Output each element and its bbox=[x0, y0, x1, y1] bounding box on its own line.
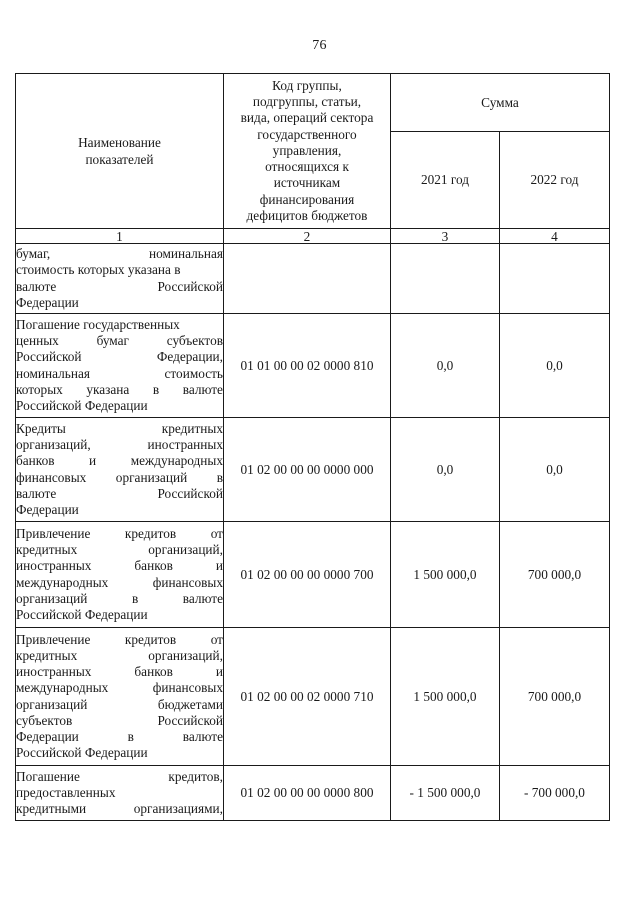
amount-2022-cell: - 700 000,0 bbox=[500, 766, 610, 821]
classification-code-cell: 01 02 00 00 02 0000 710 bbox=[224, 628, 391, 766]
header-classification-code-line: финансирования bbox=[259, 191, 355, 207]
page-number: 76 bbox=[312, 38, 327, 53]
amount-2022-cell bbox=[500, 244, 610, 314]
amount-2022-cell: 0,0 bbox=[500, 418, 610, 522]
indicator-name-word: международных bbox=[16, 574, 109, 590]
indicator-name-word: от bbox=[210, 632, 223, 648]
indicator-name-word: кредитных bbox=[161, 421, 223, 437]
indicator-name-word: указана bbox=[86, 381, 130, 397]
amount-2021-cell bbox=[391, 244, 500, 314]
indicator-name-line bbox=[16, 591, 223, 607]
indicator-name-word: в bbox=[131, 590, 139, 606]
indicator-name-line bbox=[16, 279, 223, 295]
indicator-name-word: банков bbox=[134, 558, 173, 574]
indicator-name-word: стоимость которых указана в bbox=[16, 262, 181, 278]
indicator-name-cell bbox=[16, 522, 224, 628]
indicator-name-line bbox=[16, 398, 223, 414]
amount-2021-cell: 1 500 000,0 bbox=[391, 628, 500, 766]
indicator-name-word: валюте bbox=[16, 278, 57, 294]
header-year-2022: 2022 год bbox=[500, 132, 610, 229]
indicator-name-word: Российской bbox=[16, 349, 82, 365]
indicator-name-word: финансовых bbox=[152, 574, 223, 590]
amount-2022-cell: 700 000,0 bbox=[500, 522, 610, 628]
header-classification-code bbox=[224, 74, 391, 229]
indicator-name-word: организациями, bbox=[133, 801, 223, 817]
indicator-name-word: Погашение bbox=[16, 768, 80, 784]
amount-2021-cell: 0,0 bbox=[391, 314, 500, 418]
indicator-name-line bbox=[16, 470, 223, 486]
indicator-name-word: стоимость bbox=[164, 365, 223, 381]
indicator-name-word: Федерации bbox=[16, 501, 79, 517]
amount-2021-cell: 0,0 bbox=[391, 418, 500, 522]
header-classification-code-line: дефицитов бюджетов bbox=[246, 207, 368, 223]
indicator-name-line bbox=[16, 558, 223, 574]
indicator-name-line bbox=[16, 453, 223, 469]
indicator-name-word: иностранных bbox=[16, 558, 92, 574]
indicator-name-line bbox=[16, 349, 223, 365]
column-number-1: 1 bbox=[16, 229, 224, 244]
indicator-name-word: в bbox=[127, 728, 134, 744]
indicator-name-word: от bbox=[210, 526, 223, 542]
header-classification-code-line: подгруппы, статьи, bbox=[252, 94, 362, 110]
indicator-name-word: финансовых bbox=[152, 680, 223, 696]
indicator-name-line bbox=[16, 713, 223, 729]
indicator-name-word: банков bbox=[134, 664, 173, 680]
indicator-name-line bbox=[16, 421, 223, 437]
header-classification-code-line: относящихся к bbox=[265, 159, 349, 175]
indicator-name-word: финансовых bbox=[16, 469, 87, 485]
header-sum: Сумма bbox=[391, 74, 610, 132]
indicator-name-line bbox=[16, 295, 223, 311]
indicator-name-line bbox=[16, 262, 223, 278]
indicator-name-cell bbox=[16, 418, 224, 522]
indicator-name-line bbox=[16, 246, 223, 262]
indicator-name-line bbox=[16, 785, 223, 801]
indicator-name-word: и bbox=[215, 558, 223, 574]
indicator-name-word: ценных bbox=[16, 333, 59, 349]
classification-code-cell: 01 01 00 00 02 0000 810 bbox=[224, 314, 391, 418]
indicator-name-word: субъектов bbox=[166, 333, 223, 349]
amount-2021-cell: 1 500 000,0 bbox=[391, 522, 500, 628]
table-row bbox=[16, 766, 610, 821]
indicator-name-word: Российской Федерации bbox=[16, 606, 148, 622]
header-year-2021: 2021 год bbox=[391, 132, 500, 229]
indicator-name-word: валюте bbox=[182, 590, 223, 606]
indicator-name-line bbox=[16, 542, 223, 558]
classification-code-cell: 01 02 00 00 00 0000 800 bbox=[224, 766, 391, 821]
indicator-name-word: Российской bbox=[157, 485, 223, 501]
indicator-name-word: номинальная bbox=[148, 246, 223, 262]
indicator-name-word: организаций, bbox=[148, 648, 223, 664]
indicator-name-word: международных bbox=[130, 453, 223, 469]
indicator-name-word: Федерации bbox=[16, 294, 79, 310]
indicator-name-word: кредитных bbox=[16, 648, 78, 664]
amount-2022-cell: 700 000,0 bbox=[500, 628, 610, 766]
indicator-name-word: Привлечение bbox=[16, 632, 91, 648]
indicator-name-word: Федерации, bbox=[156, 349, 223, 365]
column-number-row bbox=[16, 229, 610, 244]
indicator-name-line bbox=[16, 382, 223, 398]
table-body bbox=[16, 244, 610, 821]
classification-code-cell bbox=[224, 244, 391, 314]
table-row bbox=[16, 522, 610, 628]
indicator-name-word: валюте bbox=[182, 381, 223, 397]
indicator-name-word: номинальная bbox=[16, 365, 91, 381]
indicator-name-line bbox=[16, 333, 223, 349]
indicator-name-line bbox=[16, 648, 223, 664]
indicator-name-line bbox=[16, 680, 223, 696]
indicator-name-line bbox=[16, 502, 223, 518]
header-indicator-name-line: показателей bbox=[85, 152, 154, 167]
indicator-name-cell bbox=[16, 628, 224, 766]
indicator-name-word: которых bbox=[16, 381, 63, 397]
indicator-name-word: и bbox=[215, 664, 223, 680]
indicator-name-word: Федерации bbox=[16, 728, 79, 744]
indicator-name-word: кредитов bbox=[124, 632, 177, 648]
indicator-name-word: кредитными bbox=[16, 801, 87, 817]
column-number-3: 3 bbox=[391, 229, 500, 244]
indicator-name-cell bbox=[16, 314, 224, 418]
indicator-name-word: в bbox=[152, 381, 160, 397]
indicator-name-line bbox=[16, 575, 223, 591]
indicator-name-word: международных bbox=[16, 680, 109, 696]
indicator-name-word: бумаг bbox=[96, 333, 129, 349]
indicator-name-line bbox=[16, 366, 223, 382]
indicator-name-line bbox=[16, 664, 223, 680]
indicator-name-word: бумаг, bbox=[16, 246, 51, 262]
amount-2022-cell: 0,0 bbox=[500, 314, 610, 418]
column-number-4: 4 bbox=[500, 229, 610, 244]
indicator-name-word: бюджетами bbox=[157, 696, 223, 712]
header-indicator-name bbox=[16, 74, 224, 229]
indicator-name-word: организаций, bbox=[148, 542, 223, 558]
column-number-2: 2 bbox=[224, 229, 391, 244]
header-classification-code-line: управления, bbox=[272, 142, 342, 158]
indicator-name-word: и bbox=[89, 453, 97, 469]
indicator-name-word: организаций, bbox=[16, 437, 91, 453]
indicator-name-word: валюте bbox=[182, 728, 223, 744]
indicator-name-word: Российской bbox=[157, 712, 223, 728]
indicator-name-line bbox=[16, 729, 223, 745]
indicator-name-word: Российской bbox=[157, 278, 223, 294]
amount-2021-cell: - 1 500 000,0 bbox=[391, 766, 500, 821]
indicator-name-word: организаций bbox=[115, 469, 188, 485]
classification-code-cell: 01 02 00 00 00 0000 700 bbox=[224, 522, 391, 628]
indicator-name-word: иностранных bbox=[16, 664, 92, 680]
header-classification-code-line: государственного bbox=[257, 126, 357, 142]
indicator-name-word: организаций bbox=[16, 696, 88, 712]
indicator-name-cell bbox=[16, 766, 224, 821]
indicator-name-line bbox=[16, 697, 223, 713]
indicator-name-cell bbox=[16, 244, 224, 314]
indicator-name-line bbox=[16, 769, 223, 785]
indicator-name-line bbox=[16, 437, 223, 453]
indicator-name-word: валюте bbox=[16, 485, 57, 501]
header-classification-code-line: вида, операций сектора bbox=[240, 110, 374, 126]
indicator-name-word: Российской Федерации bbox=[16, 397, 148, 413]
header-indicator-name-line: Наименование bbox=[78, 135, 161, 150]
indicator-name-word: кредитов bbox=[124, 526, 177, 542]
header-row-top bbox=[16, 74, 610, 132]
table-row bbox=[16, 418, 610, 522]
indicator-name-word: субъектов bbox=[16, 712, 73, 728]
indicator-name-line bbox=[16, 607, 223, 623]
indicator-name-line bbox=[16, 632, 223, 648]
indicator-name-word: в bbox=[216, 469, 223, 485]
indicator-name-word: кредитов, bbox=[168, 768, 223, 784]
header-classification-code-line: Код группы, bbox=[272, 78, 342, 94]
indicator-name-word: Кредиты bbox=[16, 421, 66, 437]
indicator-name-word: банков bbox=[16, 453, 55, 469]
indicator-name-line bbox=[16, 526, 223, 542]
indicator-name-word: организаций bbox=[16, 590, 88, 606]
classification-code-cell: 01 02 00 00 00 0000 000 bbox=[224, 418, 391, 522]
indicator-name-word: предоставленных bbox=[16, 784, 116, 800]
indicator-name-word: Привлечение bbox=[16, 526, 91, 542]
indicator-name-word: Российской Федерации bbox=[16, 744, 148, 760]
indicator-name-line bbox=[16, 745, 223, 761]
indicator-name-word: иностранных bbox=[147, 437, 223, 453]
indicator-name-line bbox=[16, 801, 223, 817]
table-row bbox=[16, 314, 610, 418]
indicator-name-word: Погашение государственных bbox=[16, 317, 180, 333]
budget-sources-table bbox=[15, 73, 610, 821]
indicator-name-line bbox=[16, 486, 223, 502]
header-classification-code-line: источникам bbox=[273, 175, 341, 191]
indicator-name-word: кредитных bbox=[16, 542, 78, 558]
table-row bbox=[16, 628, 610, 766]
table-row bbox=[16, 244, 610, 314]
indicator-name-line bbox=[16, 317, 223, 333]
